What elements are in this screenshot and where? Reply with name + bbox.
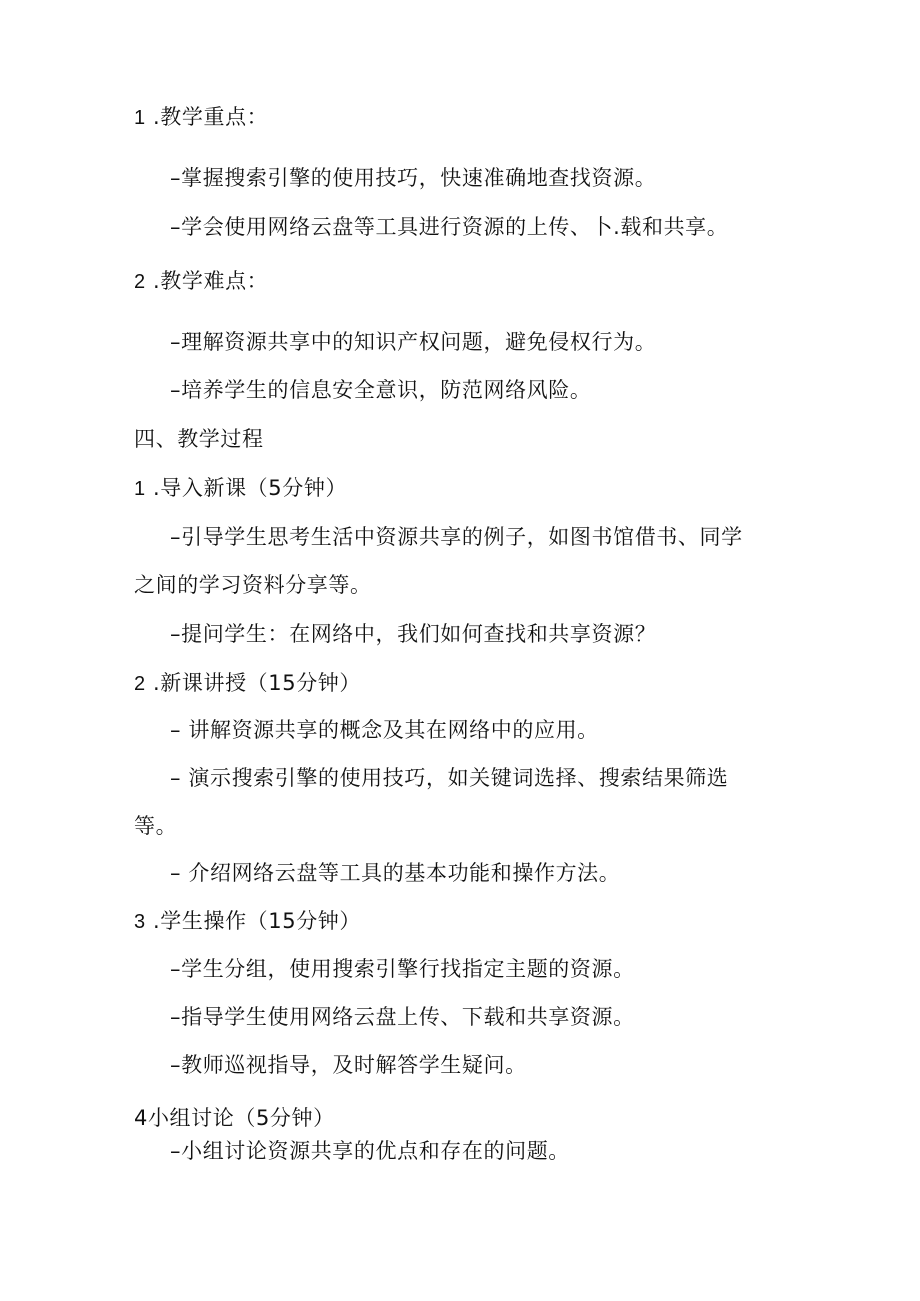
section-heading-teaching-key-points	[134, 103, 268, 132]
heading-text: .教学重点：	[145, 105, 269, 129]
paragraph-line: –引导学生思考生活中资源共享的例子，如图书馆借书、同学	[170, 525, 743, 549]
list-number: 3	[134, 911, 146, 933]
paragraph-line: –指导学生使用网络云盘上传、下载和共享资源。	[170, 1005, 635, 1029]
paragraph-line: –培养学生的信息安全意识，防范网络风险。	[170, 378, 592, 402]
section-heading-teaching-difficulties	[134, 267, 268, 296]
paragraph-line: –小组讨论资源共享的优点和存在的问题。	[170, 1139, 570, 1163]
paragraph-line: – 介绍网络云盘等工具的基本功能和操作方法。	[170, 861, 621, 885]
section-heading-teaching-process: 四、教学过程	[134, 427, 264, 451]
section-heading-student-practice	[134, 907, 361, 936]
paragraph-line: – 演示搜索引擎的使用技巧，如关键词选择、搜索结果筛选	[170, 766, 729, 790]
paragraph-line: –学会使用网络云盘等工具进行资源的上传、卜.载和共享。	[170, 215, 729, 239]
heading-text: .新课讲授（15分钟）	[145, 671, 362, 695]
paragraph-line: –学生分组，使用搜索引擎行找指定主题的资源。	[170, 957, 635, 981]
list-number: 2	[134, 271, 146, 293]
section-heading-new-lesson	[134, 669, 361, 698]
heading-text: .导入新课（5分钟）	[145, 476, 348, 500]
paragraph-line: 等。	[134, 814, 178, 838]
list-number: 1	[134, 107, 146, 129]
heading-text: .教学难点：	[145, 269, 269, 293]
paragraph-line: –掌握搜索引擎的使用技巧，快速准确地查找资源。	[170, 166, 657, 190]
heading-text: .学生操作（15分钟）	[145, 909, 362, 933]
list-number: 1	[134, 478, 146, 500]
paragraph-line: –理解资源共享中的知识产权问题，避免侵权行为。	[170, 330, 657, 354]
paragraph-line: 之间的学习资料分享等。	[134, 573, 372, 597]
paragraph-line: –教师巡视指导，及时解答学生疑问。	[170, 1053, 527, 1077]
list-number: 2	[134, 673, 146, 695]
section-heading-intro	[134, 474, 347, 503]
paragraph-line: –提问学生：在网络中，我们如何查找和共享资源？	[170, 622, 657, 646]
section-heading-group-discussion: 4小组讨论（5分钟）	[134, 1106, 335, 1130]
paragraph-line: – 讲解资源共享的概念及其在网络中的应用。	[170, 718, 599, 742]
